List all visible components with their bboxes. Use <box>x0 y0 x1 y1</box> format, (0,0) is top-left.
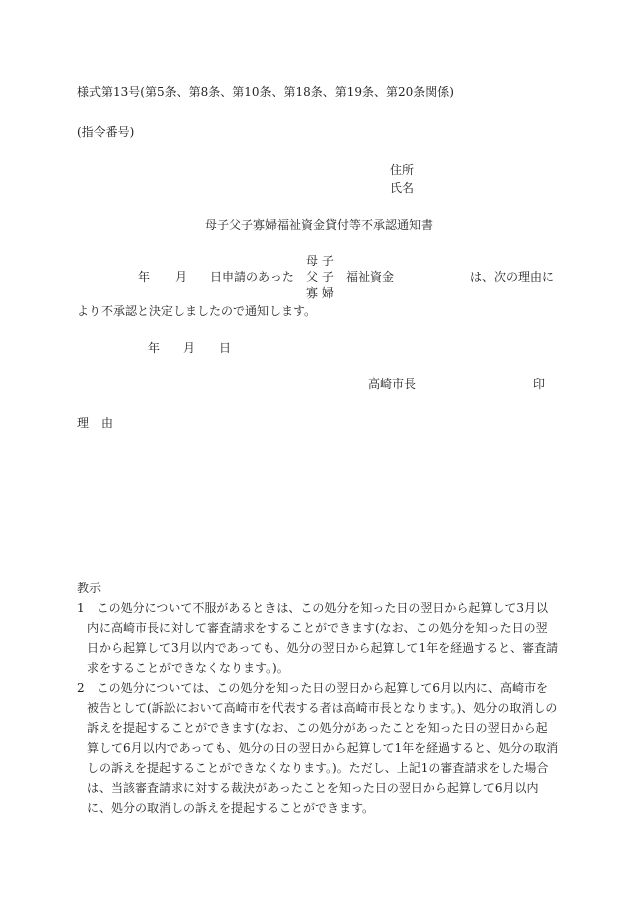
instruction-item-1: 1 この処分について不服があるときは、この処分を知った日の翌日から起算して3月以内に高崎市長に対して審査請求をすることができます(なお、この処分を知った日の翌日から起算して3月以内であっても、処分の翌日から起算して1年を経過すると、審査請求をすることができなくなります。)。 <box>77 601 559 675</box>
body-year: 年 <box>138 270 151 284</box>
address-label: 住所 <box>390 163 415 177</box>
document-title: 母子父子寡婦福祉資金貸付等不承認通知書 <box>205 218 434 232</box>
date-day: 日 <box>219 341 232 355</box>
directive-number: (指令番号) <box>77 125 135 139</box>
form-number: 様式第13号(第5条、第8条、第10条、第18条、第19条、第20条関係) <box>77 85 454 99</box>
stack-father-child: 父 子 <box>306 270 334 284</box>
body-line-2: より不承認と決定しましたので通知します。 <box>77 304 317 318</box>
body-day-applied: 日申請のあった <box>210 270 294 284</box>
name-label: 氏名 <box>390 181 415 195</box>
issuer: 高崎市長 <box>368 377 417 391</box>
date-year: 年 <box>148 341 161 355</box>
seal-mark: 印 <box>533 377 546 391</box>
body-fund: 福祉資金 <box>346 270 395 284</box>
instruction-item-2: 2 この処分については、この処分を知った日の翌日から起算して6月以内に、高崎市を被告として(訴訟において高崎市を代表する者は高崎市長となります。)、処分の取消しの訴えを提起することができます(なお、この処分があったことを知った日の翌日から起算して6月以内であっても、処分の日の翌日から起算して1年を経過すると、処分の取消しの訴えを提起することができなくなります。)。ただし、上記1の審査請求をした場合は、当該審査請求に対する裁決があったことを知った日の翌日から起算して6月以内に、処分の取消しの訴えを提起することができます。 <box>77 681 559 815</box>
stack-widow: 寡 婦 <box>306 286 334 300</box>
reason-heading: 理 由 <box>77 416 114 430</box>
body-reason-tail: は、次の理由に <box>470 270 555 284</box>
stack-mother-child: 母 子 <box>306 254 334 268</box>
instruction-section <box>77 578 559 818</box>
date-month: 月 <box>183 341 196 355</box>
instruction-heading: 教示 <box>77 581 102 595</box>
body-month: 月 <box>175 270 188 284</box>
